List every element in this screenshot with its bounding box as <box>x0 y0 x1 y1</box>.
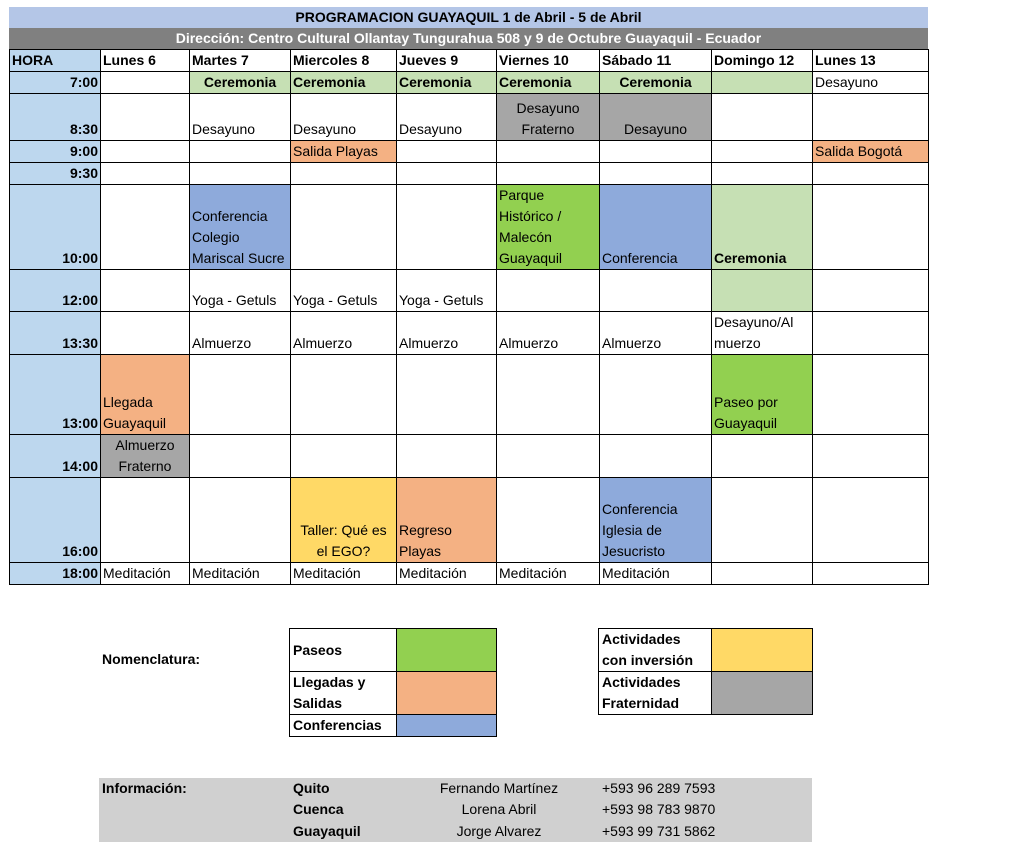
schedule-cell: Desayuno <box>291 94 397 141</box>
schedule-cell <box>813 270 929 312</box>
schedule-row <box>10 435 929 478</box>
schedule-cell <box>813 435 929 478</box>
legend-conferencias-swatch <box>397 715 497 737</box>
contact-city: Quito <box>293 780 330 796</box>
schedule-cell <box>190 478 291 563</box>
schedule-row <box>10 94 929 141</box>
contact-city: Guayaquil <box>293 823 361 839</box>
schedule-cell: Yoga - Getuls <box>190 270 291 312</box>
legend-table-left <box>289 628 497 737</box>
departure-cell: Salida Bogotá <box>813 141 929 163</box>
ceremony-cell <box>712 270 813 312</box>
legend-fraternidad-swatch <box>712 672 813 715</box>
schedule-cell: Meditación <box>397 563 497 585</box>
day-header: Martes 7 <box>190 50 291 72</box>
excursion-cell: Paseo por Guayaquil <box>712 355 813 435</box>
schedule-cell: Almuerzo <box>291 312 397 355</box>
time-cell: 18:00 <box>10 563 101 585</box>
schedule-cell <box>712 563 813 585</box>
schedule-cell <box>101 478 190 563</box>
time-cell: 16:00 <box>10 478 101 563</box>
legend-inversion-swatch <box>712 629 813 672</box>
ceremony-cell <box>712 72 813 94</box>
time-cell: 7:00 <box>10 72 101 94</box>
ceremony-cell: Ceremonia <box>712 185 813 270</box>
schedule-cell <box>813 355 929 435</box>
schedule-cell <box>497 478 600 563</box>
schedule-title: PROGRAMACION GUAYAQUIL 1 de Abril - 5 de Abril <box>9 7 928 28</box>
day-header: Lunes 13 <box>813 50 929 72</box>
contact-name: Lorena Abril <box>461 801 537 817</box>
contact-city: Cuenca <box>293 801 344 817</box>
schedule-cell <box>291 435 397 478</box>
contact-phone: +593 96 289 7593 <box>602 780 716 796</box>
schedule-cell <box>813 185 929 270</box>
schedule-cell <box>101 72 190 94</box>
contact-name: Fernando Martínez <box>439 780 559 796</box>
schedule-cell <box>190 141 291 163</box>
schedule-row <box>10 270 929 312</box>
schedule-cell <box>813 163 929 185</box>
schedule-cell: Yoga - Getuls <box>291 270 397 312</box>
day-header: Lunes 6 <box>101 50 190 72</box>
fraternity-cell: Almuerzo Fraterno <box>101 435 190 478</box>
schedule-row <box>10 478 929 563</box>
address-banner: Dirección: Centro Cultural Ollantay Tungurahua 508 y 9 de Octubre Guayaquil - Ecuador <box>9 28 928 49</box>
time-cell: 14:00 <box>10 435 101 478</box>
schedule-cell <box>600 355 712 435</box>
schedule-cell: Almuerzo <box>497 312 600 355</box>
schedule-cell: Desayuno/Al muerzo <box>712 312 813 355</box>
ceremony-cell: Ceremonia <box>291 72 397 94</box>
schedule-cell <box>190 435 291 478</box>
schedule-row <box>10 185 929 270</box>
schedule-cell: Meditación <box>291 563 397 585</box>
hora-header: HORA <box>10 50 101 72</box>
time-cell: 8:30 <box>10 94 101 141</box>
schedule-cell <box>712 163 813 185</box>
schedule-cell <box>190 355 291 435</box>
schedule-cell <box>497 355 600 435</box>
legend-llegadas-swatch <box>397 672 497 715</box>
schedule-row <box>10 163 929 185</box>
schedule-cell <box>190 163 291 185</box>
day-header: Miercoles 8 <box>291 50 397 72</box>
time-cell: 10:00 <box>10 185 101 270</box>
schedule-cell: Almuerzo <box>600 312 712 355</box>
legend-inversion-label: Actividades con inversión <box>599 629 712 672</box>
time-cell: 12:00 <box>10 270 101 312</box>
schedule-cell <box>291 355 397 435</box>
legend-label: Nomenclatura: <box>102 651 201 667</box>
schedule-cell <box>712 478 813 563</box>
schedule-cell <box>101 312 190 355</box>
schedule-cell <box>600 270 712 312</box>
schedule-cell <box>397 355 497 435</box>
legend-paseos-swatch <box>397 629 497 672</box>
legend-conferencias-label: Conferencias <box>290 715 397 737</box>
arrival-cell: Llegada Guayaquil <box>101 355 190 435</box>
contact-name: Jorge Alvarez <box>456 823 542 839</box>
contact-phone: +593 98 783 9870 <box>602 801 716 817</box>
schedule-row <box>10 355 929 435</box>
header-row <box>10 50 929 72</box>
schedule-cell <box>397 435 497 478</box>
schedule-cell <box>101 141 190 163</box>
schedule-cell <box>497 435 600 478</box>
day-header: Jueves 9 <box>397 50 497 72</box>
day-header: Sábado 11 <box>600 50 712 72</box>
schedule-cell <box>397 163 497 185</box>
legend-fraternidad-label: Actividades Fraternidad <box>599 672 712 715</box>
time-cell: 9:00 <box>10 141 101 163</box>
schedule-cell: Meditación <box>101 563 190 585</box>
time-cell: 13:30 <box>10 312 101 355</box>
schedule-cell <box>497 270 600 312</box>
conference-cell: Conferencia Iglesia de Jesucristo <box>600 478 712 563</box>
schedule-cell <box>101 185 190 270</box>
legend-table-right <box>598 628 813 715</box>
time-cell: 13:00 <box>10 355 101 435</box>
workshop-cell: Taller: Qué es el EGO? <box>291 478 397 563</box>
schedule-row <box>10 312 929 355</box>
schedule-cell <box>291 163 397 185</box>
schedule-table <box>9 49 929 585</box>
schedule-cell <box>813 312 929 355</box>
schedule-cell <box>813 563 929 585</box>
info-panel <box>99 778 812 842</box>
ceremony-cell: Ceremonia <box>600 72 712 94</box>
schedule-cell: Almuerzo <box>190 312 291 355</box>
departure-cell: Salida Playas <box>291 141 397 163</box>
schedule-row <box>10 563 929 585</box>
schedule-cell: Meditación <box>600 563 712 585</box>
schedule-cell <box>291 185 397 270</box>
ceremony-cell: Ceremonia <box>190 72 291 94</box>
schedule-cell <box>712 435 813 478</box>
schedule-row <box>10 72 929 94</box>
schedule-cell: Meditación <box>190 563 291 585</box>
conference-cell: Conferencia <box>600 185 712 270</box>
schedule-cell <box>600 141 712 163</box>
time-cell: 9:30 <box>10 163 101 185</box>
day-header: Domingo 12 <box>712 50 813 72</box>
schedule-cell <box>600 435 712 478</box>
schedule-cell <box>397 185 497 270</box>
schedule-cell: Desayuno <box>813 72 929 94</box>
contact-phone: +593 99 731 5862 <box>602 823 716 839</box>
schedule-cell <box>101 270 190 312</box>
schedule-cell <box>397 141 497 163</box>
schedule-cell <box>101 163 190 185</box>
schedule-row <box>10 141 929 163</box>
schedule-cell: Desayuno <box>397 94 497 141</box>
schedule-cell <box>712 141 813 163</box>
schedule-cell <box>813 94 929 141</box>
schedule-cell: Desayuno <box>190 94 291 141</box>
return-cell: Regreso Playas <box>397 478 497 563</box>
day-header: Viernes 10 <box>497 50 600 72</box>
fraternity-cell: Desayuno <box>600 94 712 141</box>
excursion-cell: Parque Histórico / Malecón Guayaquil <box>497 185 600 270</box>
schedule-cell: Almuerzo <box>397 312 497 355</box>
schedule-cell <box>712 94 813 141</box>
legend-llegadas-label: Llegadas y Salidas <box>290 672 397 715</box>
schedule-cell <box>600 163 712 185</box>
schedule-cell <box>101 94 190 141</box>
schedule-cell <box>497 163 600 185</box>
ceremony-cell: Ceremonia <box>397 72 497 94</box>
schedule-cell <box>497 141 600 163</box>
fraternity-cell: Desayuno Fraterno <box>497 94 600 141</box>
schedule-cell: Yoga - Getuls <box>397 270 497 312</box>
info-label: Información: <box>102 780 187 796</box>
ceremony-cell: Ceremonia <box>497 72 600 94</box>
schedule-cell: Meditación <box>497 563 600 585</box>
legend-paseos-label: Paseos <box>290 629 397 672</box>
schedule-cell <box>813 478 929 563</box>
conference-cell: Conferencia Colegio Mariscal Sucre <box>190 185 291 270</box>
